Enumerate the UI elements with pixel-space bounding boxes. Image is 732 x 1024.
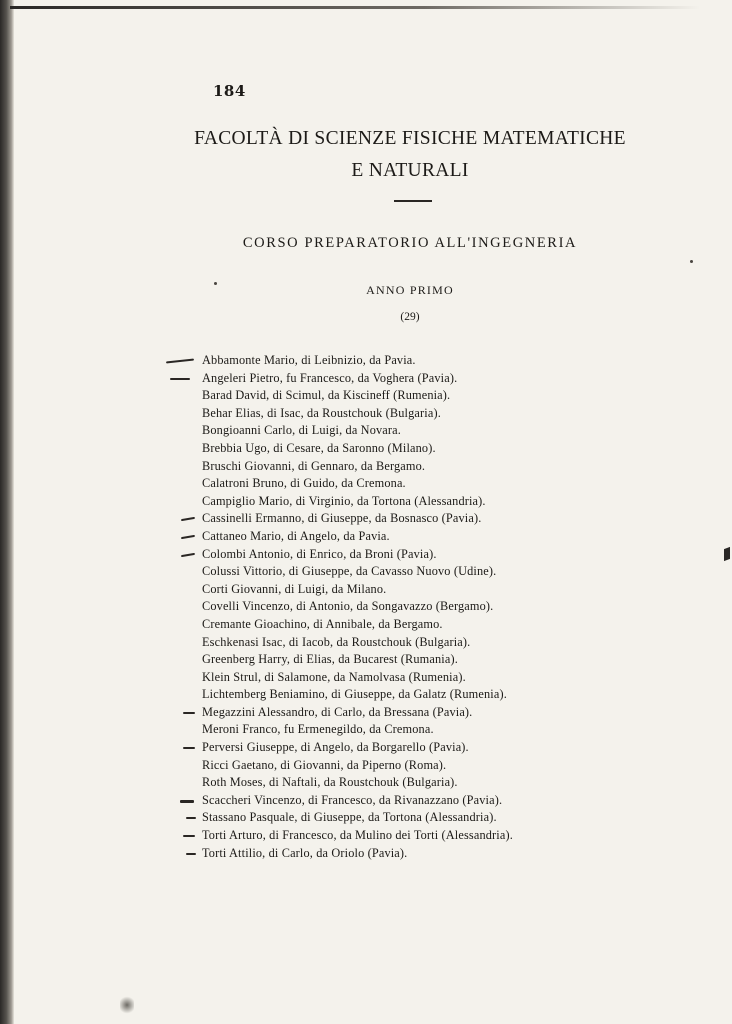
pencil-mark (183, 747, 195, 749)
student-entry-text: Covelli Vincenzo, di Antonio, da Songavazzo (Bergamo). (202, 599, 494, 614)
student-entry (0, 845, 732, 863)
student-entry-text: Lichtemberg Beniamino, di Giuseppe, da Galatz (Rumenia). (202, 687, 507, 702)
student-entry (0, 598, 732, 616)
student-entry (0, 704, 732, 722)
page-edge-mark (724, 547, 730, 561)
student-entry (0, 581, 732, 599)
student-entry (0, 686, 732, 704)
faculty-title-line-2: E NATURALI (351, 160, 469, 181)
student-entry (0, 721, 732, 739)
course-title: CORSO PREPARATORIO ALL'INGEGNERIA (242, 235, 578, 251)
student-entry (0, 757, 732, 775)
student-entry-text: Angeleri Pietro, fu Francesco, da Voghera (Pavia). (202, 370, 458, 385)
faculty-title-line-1: FACOLTÀ DI SCIENZE FISICHE MATEMATICHE (194, 128, 626, 149)
student-entry (0, 422, 732, 440)
student-entry (0, 616, 732, 634)
student-entry (0, 528, 732, 546)
page-number: 184 (213, 82, 246, 100)
pencil-mark (180, 800, 194, 803)
student-entry-text: Colussi Vittorio, di Giuseppe, da Cavasso Nuovo (Udine). (202, 564, 497, 579)
student-entry (0, 563, 732, 581)
page-top-edge (10, 6, 700, 9)
student-entry-text: Corti Giovanni, di Luigi, da Milano. (202, 581, 387, 596)
student-entry (0, 493, 732, 511)
student-entry-text: Scaccheri Vincenzo, di Francesco, da Rivanazzano (Pavia). (202, 792, 503, 807)
student-entry (0, 634, 732, 652)
student-entry-text: Eschkenasi Isac, di Iacob, da Roustchouk (Bulgaria). (202, 634, 471, 649)
student-entry (0, 774, 732, 792)
student-entry (0, 669, 732, 687)
student-entry-text: Stassano Pasquale, di Giuseppe, da Tortona (Alessandria). (202, 810, 497, 825)
student-count: (29) (400, 311, 420, 323)
student-entry-text: Colombi Antonio, di Enrico, da Broni (Pavia). (202, 546, 437, 561)
pencil-mark (186, 817, 196, 819)
student-entry-text: Bruschi Giovanni, di Gennaro, da Bergamo. (202, 458, 426, 473)
student-entry (0, 475, 732, 493)
student-entry (0, 387, 732, 405)
student-entry (0, 809, 732, 827)
student-entry (0, 827, 732, 845)
pencil-mark (170, 378, 190, 380)
student-entry-text: Klein Strul, di Salamone, da Namolvasa (Rumenia). (202, 669, 466, 684)
student-entry (0, 510, 732, 528)
student-entry (0, 458, 732, 476)
student-entry-text: Campiglio Mario, di Virginio, da Tortona (Alessandria). (202, 493, 486, 508)
student-entry-text: Cremante Gioachino, di Annibale, da Bergamo. (202, 616, 443, 631)
student-entry-text: Greenberg Harry, di Elias, da Bucarest (Rumania). (202, 652, 458, 667)
student-entry (0, 370, 732, 388)
student-entry-text: Cassinelli Ermanno, di Giuseppe, da Bosnasco (Pavia). (202, 511, 482, 526)
student-entry-text: Perversi Giuseppe, di Angelo, da Borgarello (Pavia). (202, 740, 469, 755)
student-entry-text: Calatroni Bruno, di Guido, da Cremona. (202, 476, 406, 491)
student-entry-text: Ricci Gaetano, di Giovanni, da Piperno (Roma). (202, 757, 447, 772)
pencil-mark (181, 517, 195, 521)
student-entry-text: Bongioanni Carlo, di Luigi, da Novara. (202, 423, 401, 438)
pencil-mark (186, 853, 196, 855)
ink-speck (690, 260, 693, 263)
student-entry (0, 546, 732, 564)
pencil-mark (183, 712, 195, 714)
student-entry-text: Behar Elias, di Isac, da Roustchouk (Bulgaria). (202, 405, 441, 420)
student-entry-text: Torti Arturo, di Francesco, da Mulino dei Torti (Alessandria). (202, 828, 513, 843)
student-entry (0, 352, 732, 370)
student-entry-text: Brebbia Ugo, di Cesare, da Saronno (Milano). (202, 440, 436, 455)
ink-speck (214, 282, 217, 285)
pencil-mark (181, 535, 195, 539)
student-entry-text: Megazzini Alessandro, di Carlo, da Bressana (Pavia). (202, 704, 473, 719)
student-entry (0, 440, 732, 458)
student-entry-text: Roth Moses, di Naftali, da Roustchouk (Bulgaria). (202, 775, 458, 790)
student-entry (0, 651, 732, 669)
ink-smudge (120, 996, 134, 1014)
student-entry (0, 739, 732, 757)
pencil-mark (183, 835, 195, 837)
title-divider (394, 200, 432, 202)
pencil-mark (166, 359, 194, 364)
student-entry-text: Torti Attilio, di Carlo, da Oriolo (Pavia). (202, 845, 408, 860)
student-entry-text: Meroni Franco, fu Ermenegildo, da Cremona. (202, 722, 434, 737)
student-entry-text: Barad David, di Scimul, da Kiscineff (Rumenia). (202, 388, 451, 403)
student-entry (0, 792, 732, 810)
student-entry (0, 405, 732, 423)
student-entry-text: Abbamonte Mario, di Leibnizio, da Pavia. (202, 353, 416, 367)
student-entry-text: Cattaneo Mario, di Angelo, da Pavia. (202, 528, 390, 543)
student-list (0, 352, 732, 862)
year-title: ANNO PRIMO (366, 283, 454, 297)
pencil-mark (181, 552, 195, 556)
